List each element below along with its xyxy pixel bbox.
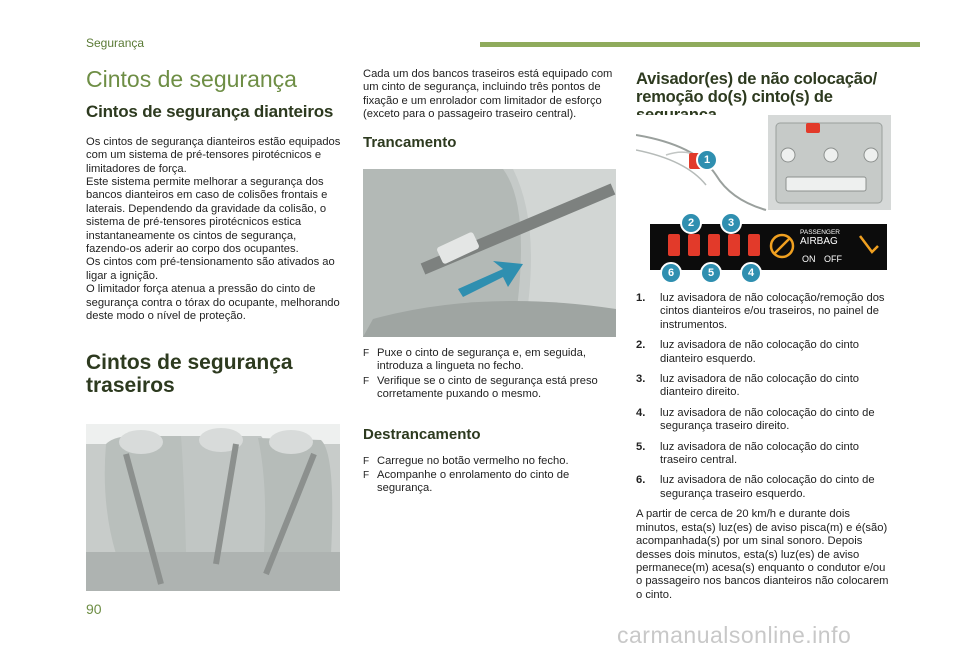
rear-seat-image: [86, 424, 340, 591]
lock-heading: Trancamento: [363, 133, 457, 151]
column-2: [363, 68, 618, 151]
badge-2: 2: [680, 212, 702, 234]
list-item: F Acompanhe o enrolamento do cinto de segurança.: [363, 469, 570, 495]
warning-footer-text: A partir de cerca de 20 km/h e durante dois minutos, esta(s) luz(es) de aviso pisca(m) e é(são) acompanhada(s) por um sinal sonoro. Depois desses dois minutos, esta(s) luz(es) de aviso permanece(m) acesa(s) enquanto o condutor e/ou o passageiro nos bancos dianteiros não colocarem o cinto.: [636, 508, 889, 601]
on-label: ON: [802, 254, 816, 264]
page-number: 90: [86, 601, 102, 617]
unlock-heading: Destrancamento: [363, 425, 481, 443]
section-label: Segurança: [86, 36, 145, 50]
bullet-icon: F: [363, 375, 370, 387]
column-1: [86, 66, 341, 398]
rear-belts-heading: Cintos de segurança traseiros: [86, 351, 293, 398]
list-item: F Carregue no botão vermelho no fecho.: [363, 454, 569, 467]
badge-1: 1: [696, 149, 718, 171]
off-label: OFF: [824, 254, 842, 264]
bullet-icon: F: [363, 470, 370, 482]
watermark: carmanualsonline.info: [617, 622, 852, 648]
list-item: 4. luz avisadora de não colocação do cinto de segurança traseiro direito.: [636, 406, 875, 433]
list-item: F Verifique se o cinto de segurança está preso corretamente puxando o mesmo.: [363, 374, 598, 401]
bullet-icon: F: [363, 455, 370, 467]
badge-3: 3: [720, 212, 742, 234]
list-item: 2. luz avisadora de não colocação do cinto dianteiro esquerdo.: [636, 339, 860, 365]
warning-lamps-list: [636, 292, 892, 602]
page-title: Cintos de segurança: [86, 66, 297, 92]
list-item: 6. luz avisadora de não colocação do cinto de segurança traseiro esquerdo.: [636, 474, 875, 500]
list-item: 1. luz avisadora de não colocação/remoção dos cintos dianteiros e/ou traseiros, no painel de instrumentos.: [636, 292, 885, 331]
dashboard-image: [636, 115, 891, 215]
badge-5: 5: [700, 262, 722, 284]
lock-instructions: [363, 347, 618, 497]
list-item: 5. luz avisadora de não colocação do cinto traseiro central.: [636, 440, 860, 467]
front-belts-heading: Cintos de segurança dianteiros: [86, 102, 334, 121]
list-item: F Puxe o cinto de segurança e, em seguida, introduza a lingueta no fecho.: [363, 347, 586, 373]
buckle-image: [363, 169, 616, 337]
passenger-label: PASSENGER: [800, 229, 840, 236]
header-bar: [480, 42, 920, 47]
front-belts-text: Os cintos de segurança dianteiros estão equipados com um sistema de pré-tensores pirotécnicos e limitadores de força. Este sistema permite melhorar a segurança dos bancos dianteiros em caso de colisões frontais e laterais. Dependendo da gravidade da colisão, o sistema de pré-tensores pirotécnicos estica instantaneamente os cintos de segurança, fazendo-os aderir ao corpo dos ocupantes. Os cintos com pré-tensionamento são ativados ao ligar a ignição. O limitador força atenua a pressão do cinto de segurança contra o tórax do ocupante, melhorando deste modo o nível de proteção.: [86, 135, 341, 322]
rear-belts-intro: Cada um dos bancos traseiros está equipado com um cinto de segurança, incluindo três pontos de fixação e um enrolador com limitador de esforço (exceto para o passageiro traseiro central).: [363, 68, 613, 121]
airbag-label: AIRBAG: [800, 236, 838, 247]
indicator-panel: [636, 212, 891, 284]
badge-6: 6: [660, 262, 682, 284]
badge-4: 4: [740, 262, 762, 284]
warning-lamps-heading: Avisador(es) de não colocação/ remoção do(s) cinto(s) de: [636, 70, 877, 107]
warning-button-icon: [806, 123, 820, 133]
bullet-icon: F: [363, 348, 370, 359]
list-item: 3. luz avisadora de não colocação do cinto dianteiro direito.: [636, 373, 860, 399]
